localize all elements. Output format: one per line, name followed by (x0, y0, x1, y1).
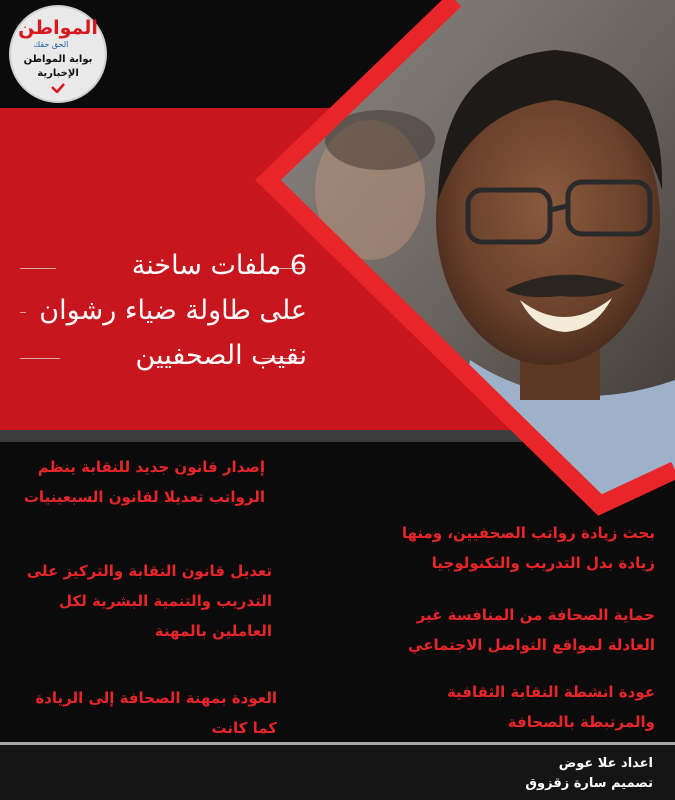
left-item-2-line-2: التدريب والتنمية البشرية لكل (59, 592, 272, 610)
left-item-3 (35, 683, 277, 743)
credit-prepared-by: اعداد علا عوض (558, 756, 653, 771)
credit-designed-by: تصميم سارة زقزوق (525, 776, 653, 791)
logo-line1: بوابة المواطن (23, 54, 93, 65)
right-item-2-line-1: حماية الصحافة من المنافسة غير (416, 606, 655, 624)
logo-name: المواطن (18, 17, 98, 39)
right-item-2 (408, 600, 655, 660)
footer-band (0, 745, 675, 800)
right-item-3-line-1: عودة انشطة النقابة الثقافية (446, 683, 655, 701)
logo-tagline: الحق حقك (33, 40, 69, 49)
headline-line-1: 6 ملفات ساخنة (131, 250, 307, 281)
checkmark-icon (51, 83, 65, 93)
right-item-1-line-1: بحث زيادة رواتب الصحفيين، ومنها (401, 524, 655, 542)
right-item-3 (447, 677, 655, 737)
left-item-3-line-2: كما كانت (211, 719, 277, 737)
right-item-3-line-2: والمرتبطة بالصحافة (507, 713, 655, 731)
left-item-2-line-3: العاملين بالمهنة (154, 622, 272, 640)
right-item-2-line-2: العادلة لمواقع التواصل الاجتماعي (408, 636, 655, 654)
left-item-1-line-2: الرواتب تعديلا لقانون السبعينيات (23, 488, 265, 506)
left-item-2 (27, 556, 272, 646)
site-logo[interactable] (11, 7, 105, 101)
headline-line-2: على طاولة ضياء رشوان (39, 295, 307, 326)
left-item-3-line-1: العودة بمهنة الصحافة إلى الريادة (35, 689, 277, 707)
left-item-1-line-1: إصدار قانون جديد للنقابة ينظم (37, 458, 265, 476)
headline-line-3: نقيب الصحفيين (135, 340, 307, 371)
right-item-1 (402, 518, 655, 578)
right-item-1-line-2: زيادة بدل التدريب والتكنولوجيا (431, 554, 655, 572)
left-item-1 (24, 452, 265, 512)
logo-line2: الإخبارية (37, 68, 79, 79)
left-item-2-line-1: تعديل قانون النقابة والتركيز على (26, 562, 272, 580)
